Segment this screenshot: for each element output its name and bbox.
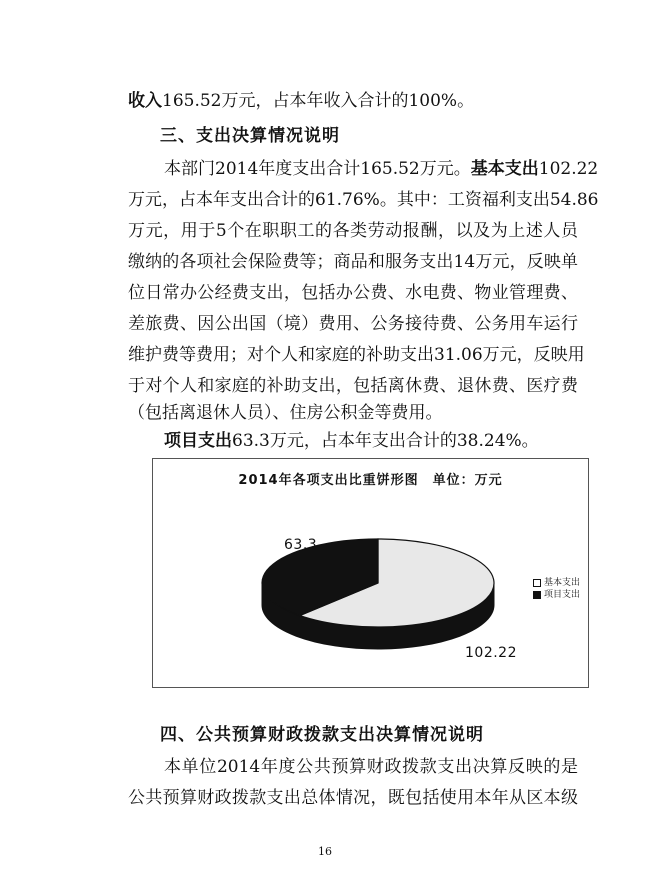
income-label: 收入 [128, 91, 162, 111]
expense-line-3: 万元，用于5个在职职工的各类劳动报酬，以及为上述人员 [128, 221, 578, 241]
data-label-basic: 102.22 [465, 645, 517, 661]
public-line-2: 公共预算财政拨款支出总体情况，既包括使用本年从区本级 [128, 788, 578, 808]
income-summary-line [128, 88, 578, 114]
public-line-1: 本单位2014年度公共预算财政拨款支出决算反映的是 [164, 757, 578, 777]
basic-expense-value: 102.22 [538, 159, 599, 179]
chart-title: 2014年各项支出比重饼形图 单位：万元 [238, 473, 503, 488]
pie-chart [152, 458, 589, 688]
expense-total-text: 本部门2014年度支出合计165.52万元。 [164, 159, 471, 179]
expense-line-7: 维护费等费用；对个人和家庭的补助支出31.06万元，反映用 [128, 345, 585, 365]
basic-expense-label: 基本支出 [470, 159, 539, 179]
data-label-project: 63.3 [284, 537, 318, 553]
expense-line-4: 缴纳的各项社会保险费等；商品和服务支出14万元，反映单 [128, 252, 578, 272]
legend-label-basic: 基本支出 [544, 578, 581, 588]
project-expense-line [164, 428, 578, 454]
page-number: 16 [318, 845, 332, 858]
section-heading-expense: 三、支出决算情况说明 [160, 126, 340, 146]
legend-item-project [533, 589, 580, 601]
expense-line-1 [164, 156, 599, 182]
section-heading-public-budget: 四、公共预算财政拨款支出决算情况说明 [160, 725, 484, 745]
expense-line-2: 万元，占本年支出合计的61.76%。其中：工资福利支出54.86 [128, 190, 599, 210]
expense-line-6: 差旅费、因公出国（境）费用、公务接待费、公务用车运行 [128, 314, 578, 334]
chart-legend [533, 577, 580, 601]
legend-swatch-project [533, 591, 541, 599]
project-expense-label: 项目支出 [164, 431, 232, 451]
legend-swatch-basic [533, 579, 541, 587]
legend-label-project: 项目支出 [544, 590, 581, 600]
legend-item-basic [533, 577, 580, 589]
project-expense-text: 63.3万元，占本年支出合计的38.24%。 [232, 431, 539, 451]
income-text: 165.52万元，占本年收入合计的100%。 [162, 91, 475, 111]
expense-line-5: 位日常办公经费支出，包括办公费、水电费、物业管理费、 [128, 283, 578, 303]
expense-line-9: （包括离退休人员）、住房公积金等费用。 [128, 403, 443, 423]
pie-chart-svg [153, 459, 590, 689]
expense-line-8: 于对个人和家庭的补助支出，包括离休费、退休费、医疗费 [128, 376, 578, 396]
